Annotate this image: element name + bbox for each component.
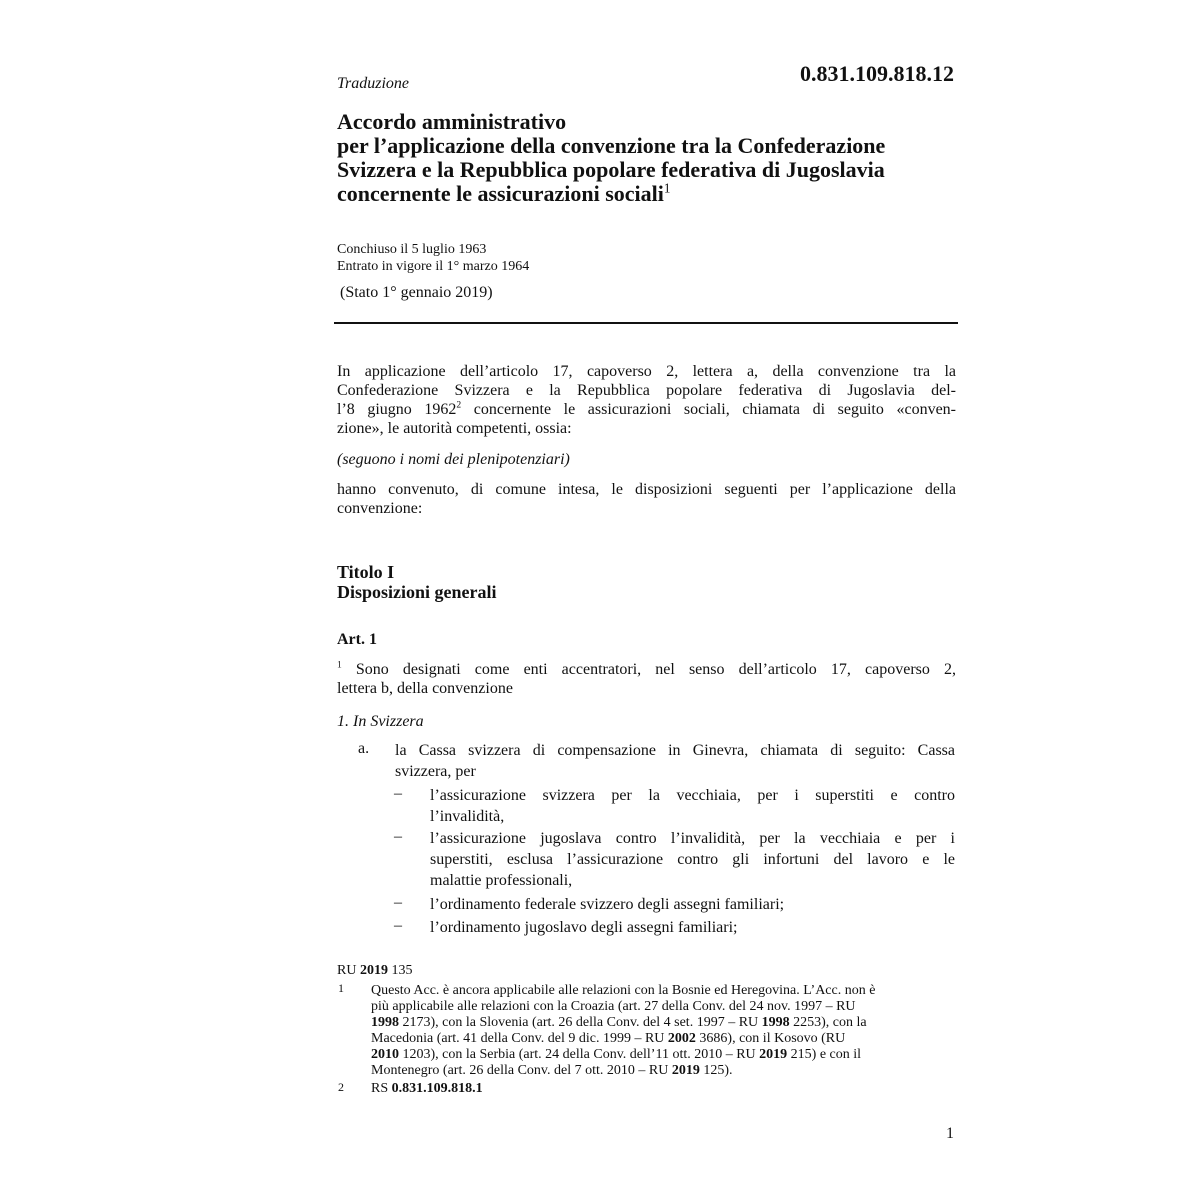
plenipotentiaries-note: (seguono i nomi dei plenipotenziari) [337, 451, 570, 468]
dash-marker: – [394, 894, 402, 911]
page-number: 1 [946, 1125, 954, 1142]
sr-number: 0.831.109.818.12 [800, 61, 954, 86]
dash-marker: – [394, 828, 402, 845]
status-date: (Stato 1° gennaio 2019) [340, 284, 493, 301]
dash-item-4: l’ordinamento jugoslavo degli assegni familiari; [430, 919, 738, 936]
footnote-2-number: 2 [338, 1080, 344, 1094]
document-title: Accordo amministrativo per l’applicazione della convenzione tra la Confederazione Svizzera e la Repubblica popolare federativa di Jugoslavia concernente le assicurazioni sociali$^1$ [337, 109, 886, 206]
dash-item-2: l’assicurazione jugoslava contro l’invalidità, per la vecchiaia e per i superstiti, esclusa l’assicurazione contro gli infortuni del lavoro e le malattie professionali, [430, 830, 955, 889]
header-divider [334, 322, 958, 324]
title-i-heading: Titolo I [337, 562, 395, 582]
preamble-paragraph: In applicazione dell’articolo 17, capoverso 2, lettera a, della convenzione tra la Confederazione Svizzera e la Repubblica popolare federativa di Jugoslavia del- l’8 giugno 1962$^2$ concernente le assicurazioni sociali, chiamata di seguito «conven- zione», le autorità competenti, ossia: [337, 363, 956, 437]
article-1-paragraph: $^1$ Sono designati come enti accentratori, nel senso dell’articolo 17, capoverso 2, lettera b, della convenzione [337, 659, 956, 697]
concluded-date: Conchiuso il 5 luglio 1963 [337, 242, 487, 257]
section-switzerland: 1. In Svizzera [337, 713, 424, 730]
dash-item-3: l’ordinamento federale svizzero degli assegni familiari; [430, 896, 785, 913]
ru-reference: RU 2019 135 [337, 963, 413, 978]
title-i-subheading: Disposizioni generali [337, 582, 497, 602]
dash-marker: – [394, 785, 402, 802]
footnote-2-text: RS 0.831.109.818.1 [371, 1081, 483, 1096]
item-a-marker: a. [358, 740, 370, 757]
agreement-paragraph: hanno convenuto, di comune intesa, le disposizioni seguenti per l’applicazione della convenzione: [337, 481, 956, 517]
dash-item-1: l’assicurazione svizzera per la vecchiaia, per i superstiti e contro l’invalidità, [430, 787, 955, 825]
footnote-1-text: Questo Acc. è ancora applicabile alle relazioni con la Bosnie ed Heregovina. L’Acc. non è più applicabile alle relazioni con la Croazia (art. 27 della Conv. del 24 nov. 1997 – RU 1998 2173), con la Slovenia (art. 26 della Conv. del 4 set. 1997 – RU 1998 2253), con la Macedonia (art. 41 della Conv. del 9 dic. 1999 – RU 2002 3686), con il Kosovo (RU 2010 1203), con la Serbia (art. 24 della Conv. dell’11 ott. 2010 – RU 2019 215) e con il Montenegro (art. 26 della Conv. del 7 ott. 2010 – RU 2019 125). [371, 983, 876, 1078]
item-a-text: la Cassa svizzera di compensazione in Ginevra, chiamata di seguito: Cassa svizzera, per [395, 742, 955, 780]
translation-label: Traduzione [337, 75, 410, 92]
entry-into-force-date: Entrato in vigore il 1° marzo 1964 [337, 259, 530, 274]
article-1-heading: Art. 1 [337, 631, 377, 648]
footnote-1-number: 1 [338, 981, 344, 995]
dash-marker: – [394, 917, 402, 934]
